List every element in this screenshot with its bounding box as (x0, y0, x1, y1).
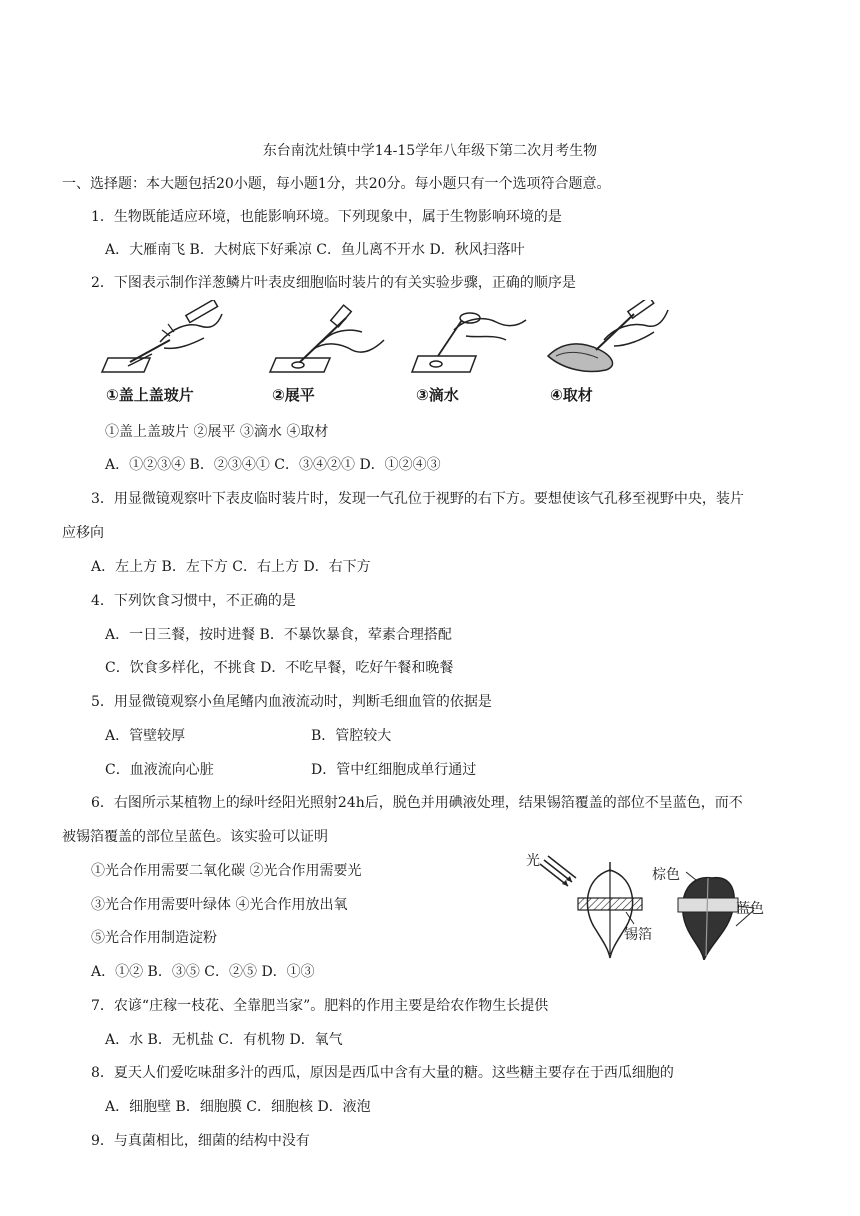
cover-slip-drawing-icon (100, 300, 230, 384)
q6-options: A．①② B．③⑤ C．②⑤ D．①③ (91, 964, 315, 980)
q8-options: A．细胞壁 B．细胞膜 C．细胞核 D．液泡 (105, 1099, 371, 1115)
q6-statement-2: ③光合作用需要叶绿体 ④光合作用放出氧 (91, 897, 348, 913)
q4-stem: 4．下列饮食习惯中，不正确的是 (91, 593, 296, 609)
step-label: ④取材 (550, 386, 593, 404)
page-title: 东台南沈灶镇中学14-15学年八年级下第二次月考生物 (262, 143, 598, 159)
leaf-experiment-figure (526, 850, 776, 960)
step-label: ③滴水 (416, 386, 459, 404)
q5-stem: 5．用显微镜观察小鱼尾鳍内血液流动时，判断毛细血管的依据是 (91, 694, 492, 710)
blue-label: 蓝色 (736, 901, 764, 917)
q7-options: A．水 B．无机盐 C．有机物 D．氧气 (105, 1032, 343, 1048)
q9-stem: 9．与真菌相比，细菌的结构中没有 (91, 1133, 310, 1149)
q6-stem-2: 被锡箔覆盖的部位呈蓝色。该实验可以证明 (62, 829, 328, 845)
section-heading: 一、选择题：本大题包括20小题，每小题1分，共20分。每小题只有一个选项符合题意。 (62, 176, 611, 192)
slide-steps-figure (100, 300, 660, 410)
q5-option-d: D．管中红细胞成单行通过 (311, 762, 477, 778)
brown-label: 棕色 (652, 867, 680, 883)
q2-options: A．①②③④ B．②③④① C．③④②① D．①②④③ (105, 457, 441, 473)
q2-stem: 2．下图表示制作洋葱鳞片叶表皮细胞临时装片的有关实验步骤，正确的顺序是 (91, 275, 576, 291)
q6-statement-1: ①光合作用需要二氧化碳 ②光合作用需要光 (91, 863, 362, 879)
take-material-drawing-icon (544, 300, 674, 384)
q5-option-c: C．血液流向心脏 (105, 762, 214, 778)
q3-stem-1: 3．用显微镜观察叶下表皮临时装片时，发现一气孔位于视野的右下方。要想使该气孔移至视野中央，装片 (91, 491, 744, 507)
step-label: ①盖上盖玻片 (106, 386, 194, 404)
foil-label: 锡箔 (624, 927, 652, 943)
q5-option-b: B．管腔较大 (311, 728, 392, 744)
q4-options-2: C．饮食多样化，不挑食 D．不吃早餐，吃好午餐和晚餐 (105, 660, 454, 676)
q7-stem: 7．农谚“庄稼一枝花、全靠肥当家”。肥料的作用主要是给农作物生长提供 (91, 998, 549, 1014)
q3-options: A．左上方 B．左下方 C．右上方 D．右下方 (91, 559, 371, 575)
q1-stem: 1．生物既能适应环境，也能影响环境。下列现象中，属于生物影响环境的是 (91, 209, 562, 225)
q8-stem: 8．夏天人们爱吃味甜多汁的西瓜，原因是西瓜中含有大量的糖。这些糖主要存在于西瓜细胞的 (91, 1065, 674, 1081)
q2-steps-line: ①盖上盖玻片 ②展平 ③滴水 ④取材 (105, 424, 329, 440)
step-drop-water (410, 300, 540, 410)
q1-options: A．大雁南飞 B．大树底下好乘凉 C．鱼儿离不开水 D．秋风扫落叶 (105, 242, 525, 258)
spread-drawing-icon (266, 300, 396, 384)
light-label: 光 (526, 853, 540, 869)
step-spread (266, 300, 396, 410)
q5-option-a: A．管壁较厚 (105, 728, 186, 744)
q6-statement-3: ⑤光合作用制造淀粉 (91, 930, 217, 946)
step-take-material (544, 300, 674, 410)
q6-stem-1: 6．右图所示某植物上的绿叶经阳光照射24h后，脱色并用碘液处理，结果锡箔覆盖的部位不呈蓝色，而不 (91, 795, 743, 811)
drop-water-drawing-icon (410, 300, 540, 384)
q4-options-1: A．一日三餐，按时进餐 B．不暴饮暴食，荤素合理搭配 (105, 627, 452, 643)
q3-stem-2: 应移向 (62, 525, 104, 541)
step-cover-slip (100, 300, 230, 410)
step-label: ②展平 (272, 386, 315, 404)
